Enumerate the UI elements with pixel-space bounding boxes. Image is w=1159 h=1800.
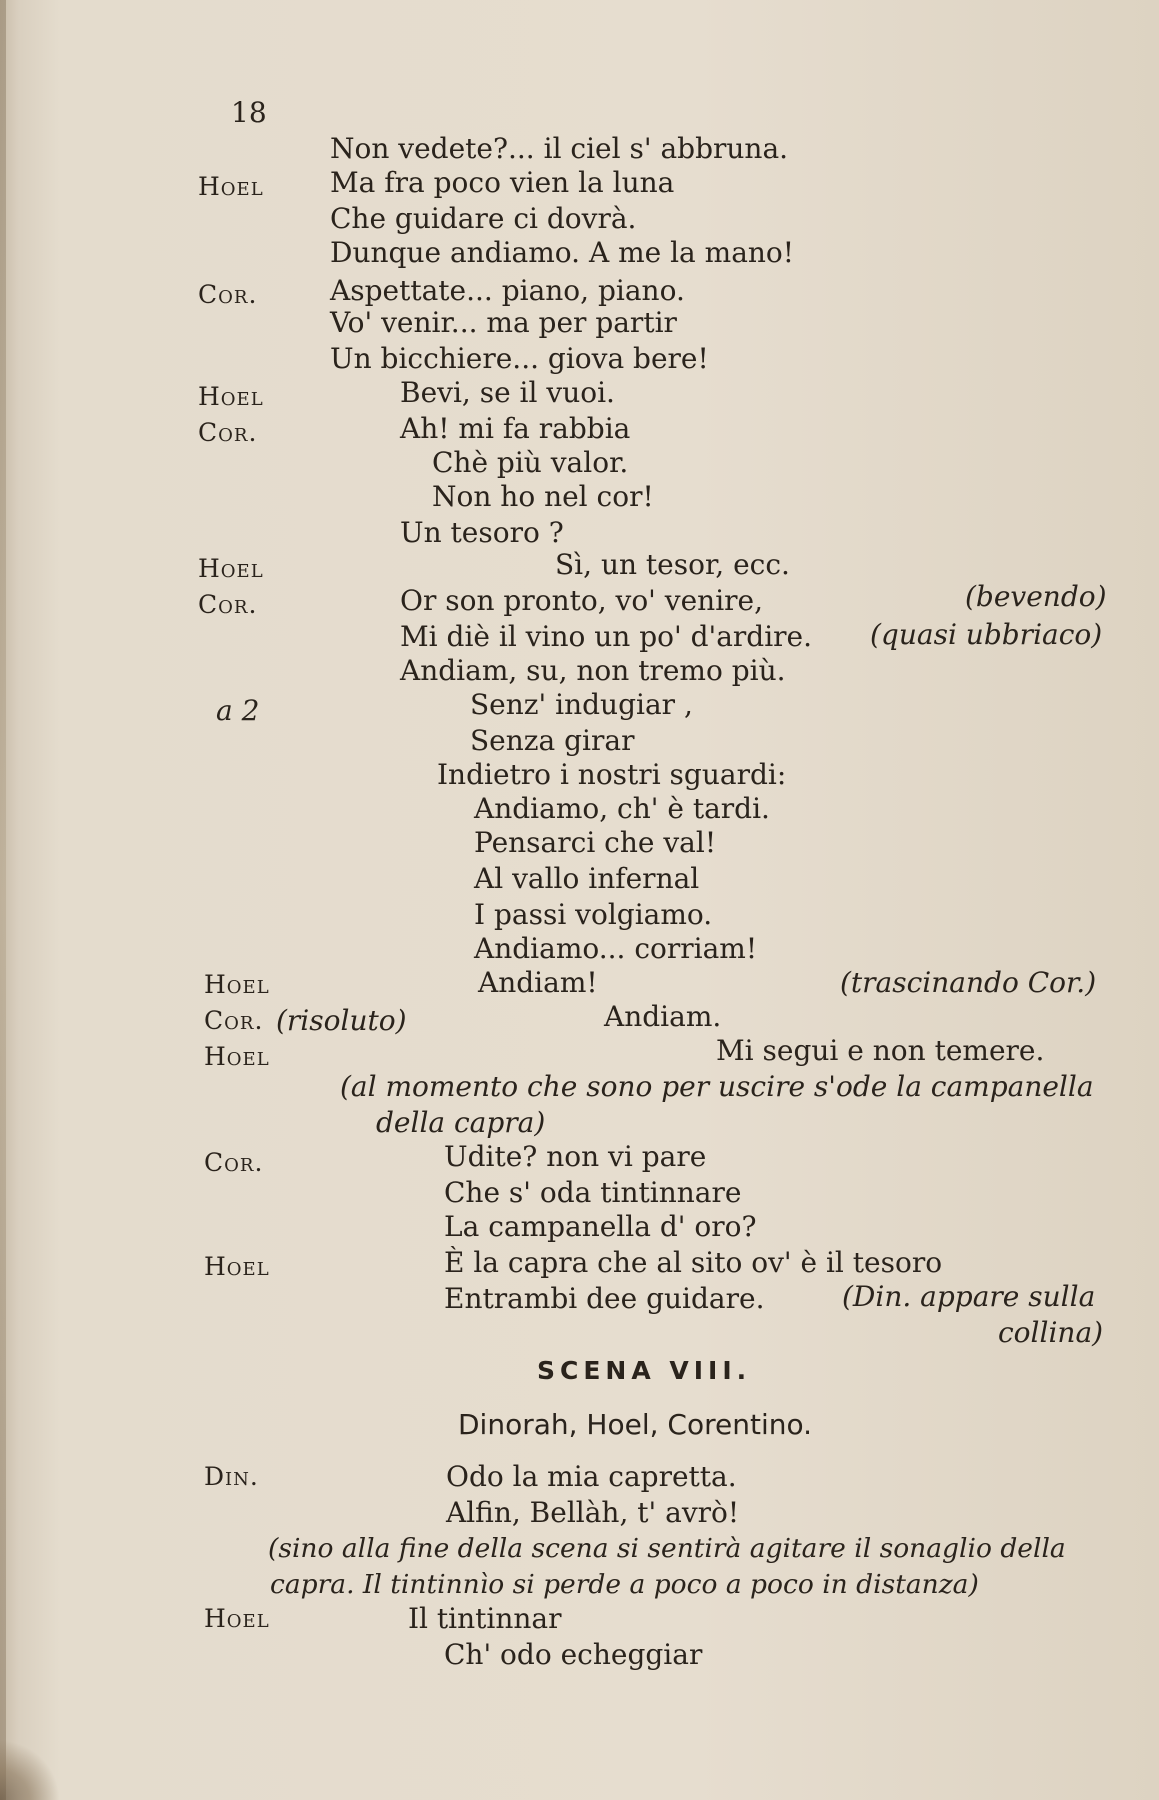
verse-line: Sì, un tesor, ecc. bbox=[555, 548, 790, 581]
verse-line: Il tintinnar bbox=[408, 1602, 562, 1635]
verse-line: Alfin, Bellàh, t' avrò! bbox=[446, 1496, 740, 1529]
verse-line: I passi volgiamo. bbox=[474, 898, 713, 931]
scene-title: SCENA VIII. bbox=[537, 1356, 752, 1385]
verse-line: Ah! mi fa rabbia bbox=[400, 412, 631, 445]
verse-line: Andiam, su, non tremo più. bbox=[400, 654, 786, 687]
speaker-hoel: Hoel bbox=[204, 1604, 270, 1633]
verse-line: Un tesoro ? bbox=[400, 516, 564, 549]
direction-sino-cont: capra. Il tintinnìo si perde a poco a poco in distanza) bbox=[270, 1569, 979, 1600]
direction-trascinando: (trascinando Cor.) bbox=[840, 966, 1097, 999]
verse-line: Senz' indugiar , bbox=[470, 688, 693, 721]
speaker-cor: Cor. bbox=[198, 418, 258, 447]
direction-momento: (al momento che sono per uscire s'ode la campanella bbox=[340, 1070, 1094, 1103]
speaker-hoel: Hoel bbox=[198, 172, 264, 201]
direction-momento-cont: della capra) bbox=[376, 1106, 546, 1139]
verse-line: Un bicchiere... giova bere! bbox=[330, 342, 709, 375]
speaker-cor: Cor. bbox=[204, 1148, 264, 1177]
verse-line: Non vedete?... il ciel s' abbruna. bbox=[330, 132, 789, 165]
verse-line: Al vallo infernal bbox=[474, 862, 700, 895]
verse-line: Indietro i nostri sguardi: bbox=[437, 758, 787, 791]
speaker-a2: a 2 bbox=[216, 694, 260, 727]
verse-line: Chè più valor. bbox=[432, 446, 629, 479]
speaker-hoel: Hoel bbox=[198, 382, 264, 411]
speaker-hoel: Hoel bbox=[198, 554, 264, 583]
verse-line: Pensarci che val! bbox=[474, 826, 717, 859]
verse-line: Senza girar bbox=[470, 724, 635, 757]
verse-line: Non ho nel cor! bbox=[432, 480, 654, 513]
verse-line: Dunque andiamo. A me la mano! bbox=[330, 236, 795, 269]
verse-line: Mi diè il vino un po' d'ardire. bbox=[400, 620, 813, 653]
page-number: 18 bbox=[231, 96, 267, 129]
speaker-cor: Cor. bbox=[198, 280, 258, 309]
verse-line: Vo' venir... ma per partir bbox=[330, 306, 677, 339]
verse-line: Che s' oda tintinnare bbox=[444, 1176, 742, 1209]
verse-line: È la capra che al sito ov' è il tesoro bbox=[444, 1246, 943, 1279]
scene-characters: Dinorah, Hoel, Corentino. bbox=[458, 1408, 813, 1441]
speaker-hoel: Hoel bbox=[204, 1042, 270, 1071]
verse-line: Odo la mia capretta. bbox=[446, 1460, 737, 1493]
direction-sino: (sino alla fine della scena si sentirà agitare il sonaglio della bbox=[268, 1533, 1066, 1564]
verse-line: Che guidare ci dovrà. bbox=[330, 202, 637, 235]
verse-line: Bevi, se il vuoi. bbox=[400, 376, 615, 409]
speaker-din: Din. bbox=[204, 1462, 259, 1491]
direction-risoluto: (risoluto) bbox=[276, 1004, 407, 1037]
verse-line: Aspettate... piano, piano. bbox=[330, 274, 685, 307]
speaker-hoel: Hoel bbox=[204, 970, 270, 999]
direction-quasi-ubbriaco: (quasi ubbriaco) bbox=[870, 618, 1103, 651]
verse-line: Mi segui e non temere. bbox=[716, 1034, 1045, 1067]
speaker-hoel: Hoel bbox=[204, 1252, 270, 1281]
verse-line: Ma fra poco vien la luna bbox=[330, 166, 675, 199]
verse-line: La campanella d' oro? bbox=[444, 1210, 757, 1243]
verse-line: Andiam! bbox=[478, 966, 598, 999]
speaker-cor: Cor. bbox=[204, 1006, 264, 1035]
verse-line: Or son pronto, vo' venire, bbox=[400, 584, 764, 617]
verse-line: Andiamo... corriam! bbox=[474, 932, 758, 965]
verse-line: Andiam. bbox=[604, 1000, 722, 1033]
speaker-cor: Cor. bbox=[198, 590, 258, 619]
verse-line: Ch' odo echeggiar bbox=[444, 1638, 703, 1671]
direction-din-appare: (Din. appare sulla bbox=[842, 1280, 1096, 1313]
direction-bevendo: (bevendo) bbox=[965, 580, 1107, 613]
verse-line: Andiamo, ch' è tardi. bbox=[474, 792, 770, 825]
verse-line: Entrambi dee guidare. bbox=[444, 1282, 765, 1315]
direction-din-appare-cont: collina) bbox=[998, 1316, 1104, 1349]
verse-line: Udite? non vi pare bbox=[444, 1140, 707, 1173]
